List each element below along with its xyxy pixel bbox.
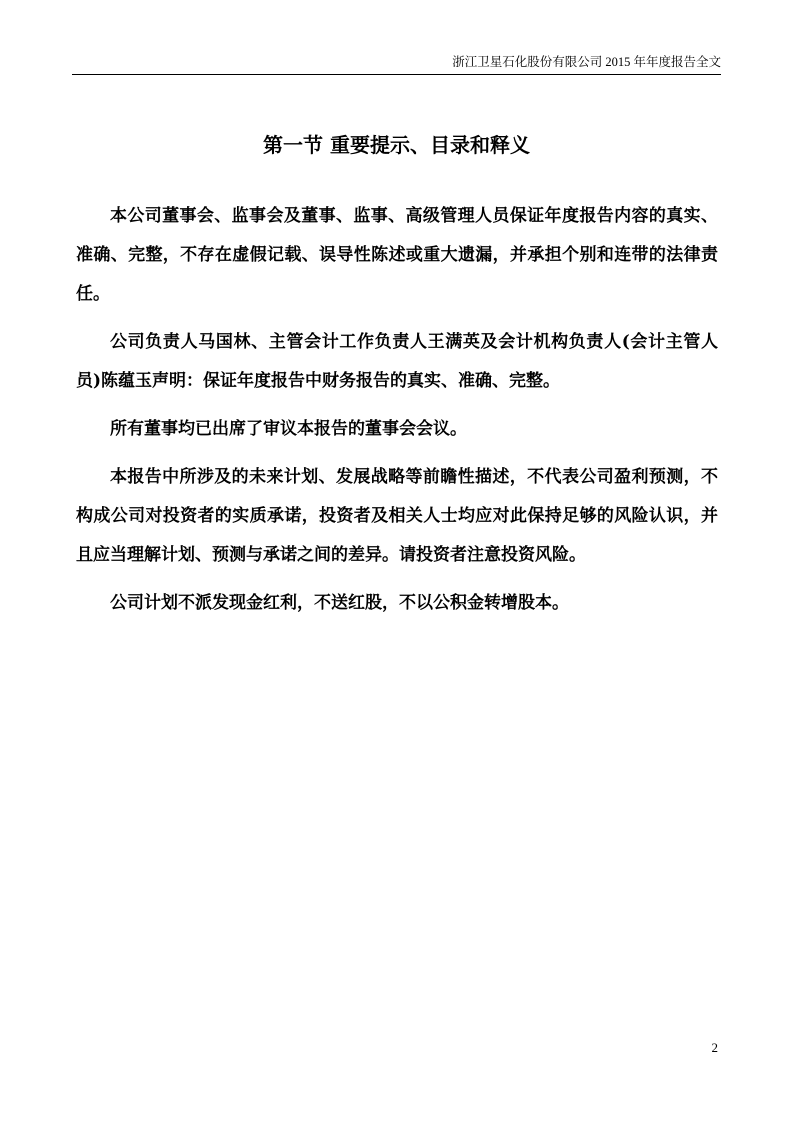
important-notice-body — [76, 197, 718, 632]
paragraph-financial-declaration: 公司负责人马国林、主管会计工作负责人王满英及会计机构负责人(会计主管人员)陈蕴玉声明：保证年度报告中财务报告的真实、准确、完整。 — [76, 332, 718, 391]
page-number: 2 — [711, 1040, 718, 1055]
section-title: 第一节 重要提示、目录和释义 — [263, 133, 530, 157]
paragraph-forward-looking-disclaimer: 本报告中所涉及的未来计划、发展战略等前瞻性描述，不代表公司盈利预测，不构成公司对投资者的实质承诺，投资者及相关人士均应对此保持足够的风险认识，并且应当理解计划、预测与承诺之间的差异。请投资者注意投资风险。 — [76, 467, 718, 565]
running-header: 浙江卫星石化股份有限公司 2015 年年度报告全文 — [452, 55, 721, 69]
paragraph-responsibility-statement: 本公司董事会、监事会及董事、监事、高级管理人员保证年度报告内容的真实、准确、完整，不存在虚假记载、误导性陈述或重大遗漏，并承担个别和连带的法律责任。 — [76, 206, 718, 304]
paragraph-dividend-plan: 公司计划不派发现金红利，不送红股，不以公积金转增股本。 — [110, 593, 569, 613]
header-divider — [72, 74, 721, 75]
paragraph-board-attendance: 所有董事均已出席了审议本报告的董事会会议。 — [110, 419, 467, 439]
